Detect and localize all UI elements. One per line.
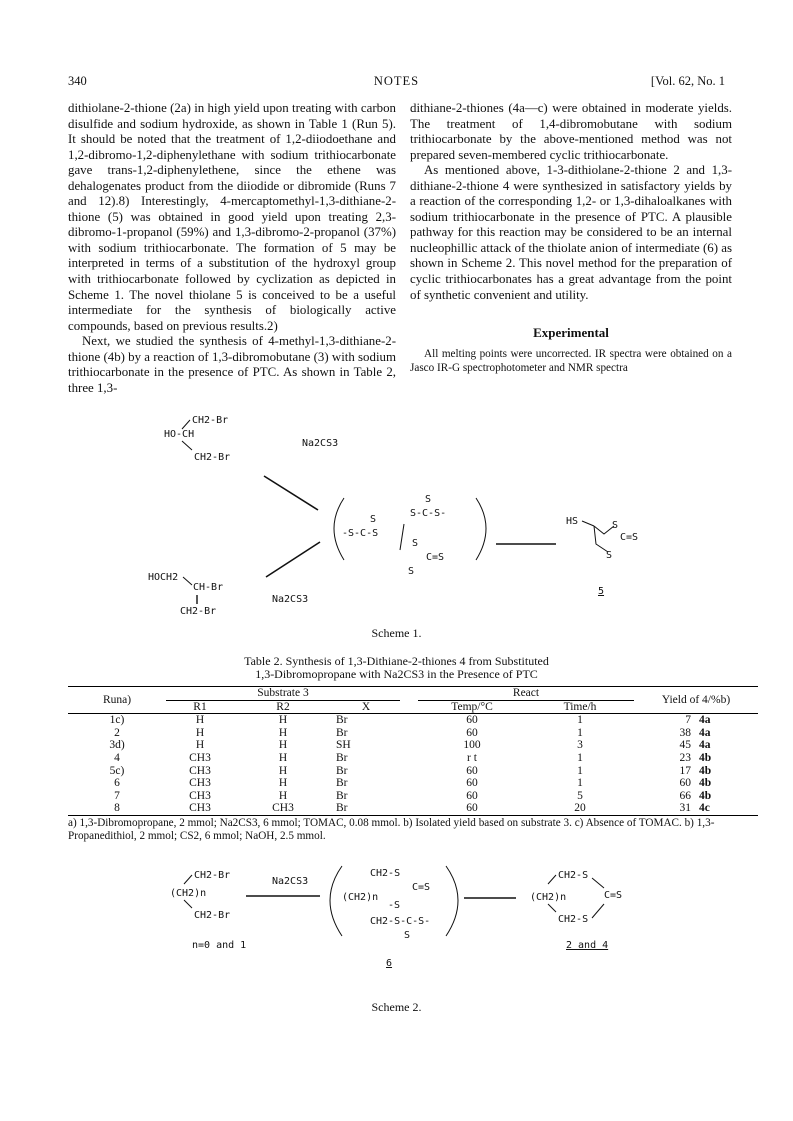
table-2-title (0, 655, 793, 681)
r2-cell: H (278, 777, 288, 790)
yield-cell: 45 (679, 739, 691, 752)
r2-cell: H (278, 751, 288, 764)
temp-cell: 60 (466, 789, 478, 802)
r1-cell: CH3 (189, 802, 211, 815)
x-cell: Br (336, 714, 348, 727)
scheme-1-diagram (0, 400, 793, 620)
r1-cell: CH3 (189, 764, 211, 777)
p5-label: S (606, 550, 613, 561)
col-time-header: Time/h (526, 700, 634, 714)
r1-cell: H (195, 714, 205, 727)
s1-label: CH2-Br (192, 415, 229, 426)
compound-cell: 4b (698, 751, 712, 764)
r2-cell: H (278, 714, 288, 727)
scheme-1-caption: Scheme 1. (371, 626, 422, 640)
run-cell: 6 (114, 777, 120, 790)
time-cell: 1 (577, 726, 583, 739)
experimental-text: All melting points were uncorrected. IR spectra were obtained on a Jasco IR-G spectrophotometer and NMR spectra (410, 347, 732, 374)
run-cell: 3d) (109, 739, 125, 752)
yield-cell: 23 (679, 751, 691, 764)
table-row (68, 752, 758, 765)
x-cell: SH (336, 739, 351, 752)
run-cell: 8 (114, 802, 120, 815)
time-cell: 3 (577, 739, 583, 752)
r2-cell: H (278, 726, 288, 739)
col-temp-header: Temp/°C (418, 700, 526, 714)
table-row (68, 790, 758, 803)
s2-sub-label: CH2-Br (194, 910, 231, 921)
compound-cell: 4b (698, 789, 712, 802)
int-label: S (408, 566, 415, 577)
table-2 (68, 686, 758, 816)
int6-label: S (404, 930, 411, 941)
table-2-title-line-1: Table 2. Synthesis of 1,3-Dithiane-2-thiones 4 from Substituted (244, 654, 549, 668)
r1-cell: H (195, 726, 205, 739)
prod-label: (CH2)n (530, 892, 567, 903)
table-row (68, 765, 758, 778)
col-x-header: X (332, 700, 400, 714)
yield-cell: 31 (679, 802, 691, 815)
prod-label: C=S (604, 890, 623, 901)
col-substrate-header: Substrate 3 (166, 687, 400, 701)
compound-cell: 4b (698, 764, 712, 777)
r2-cell: H (278, 789, 288, 802)
section-title: NOTES (373, 74, 420, 88)
col-run-header: Runa) (68, 687, 166, 714)
yield-cell: 66 (679, 789, 691, 802)
r1-cell: H (195, 739, 205, 752)
table-row (68, 714, 758, 727)
scheme-2-caption: Scheme 2. (371, 1000, 422, 1014)
int-label: S (425, 494, 432, 505)
r1-cell: CH3 (189, 751, 211, 764)
compound-cell: 4a (698, 714, 711, 727)
temp-cell: 60 (466, 726, 478, 739)
table-row (68, 727, 758, 740)
prod-label: CH2-S (558, 914, 589, 925)
run-cell: 1c) (109, 714, 125, 727)
right-paragraph-2: As mentioned above, 1-3-dithiolane-2-thione 2 and 1,3-dithiane-2-thione 4 were synthesized in satisfactory yields by a reaction of the corresponding 1,2- or 1,3-dihaloalkanes with sodium trithiocarbonate in the presence of PTC. A plausible pathway for this reaction may be considered to be an internal nucleophillic attack of the thiolate anion of intermediate (6) as shown in Scheme 2. This novel method for the preparation of cyclic trithiocarbonates has a great advantage from the point of synthetic convenient and utility. (410, 163, 732, 302)
p5-label: S (612, 520, 619, 531)
right-paragraph-1: dithiane-2-thiones (4a—c) were obtained in moderate yields. The treatment of 1,4-dibromobutane with sodium trithiocarbonate by the above-mentioned method was not prepared seven-membered cyclic trithiocarbonate. (410, 101, 732, 162)
r1-cell: CH3 (189, 789, 211, 802)
int6-label: C=S (412, 882, 431, 893)
product-note: 2 and 4 (566, 940, 609, 951)
product-number: 5 (598, 586, 605, 597)
s2-sub-label: (CH2)n (170, 888, 207, 899)
r2-cell: H (278, 764, 288, 777)
table-2-body (68, 714, 758, 816)
yield-cell: 38 (679, 726, 691, 739)
compound-cell: 4c (698, 802, 710, 815)
yield-cell: 60 (679, 777, 691, 790)
left-paragraph-2: Next, we studied the synthesis of 4-methyl-1,3-dithiane-2-thione (4b) by a reaction of 1,3-dibromobutane (3) with sodium trithiocarbonate in the presence of PTC. As shown in Table 2, three 1,3- (68, 334, 396, 395)
int-label: -S-C-S (342, 528, 379, 539)
table-row (68, 802, 758, 815)
table-2-footnote: a) 1,3-Dibromopropane, 2 mmol; Na2CS3, 6 mmol; TOMAC, 0.08 mmol. b) Isolated yield based on substrate 3. c) Absence of TOMAC. b) 1,3-Propanedithiol, 2 mmol; CS2, 6 mmol; NaOH, 2.5 mmol. (68, 817, 715, 842)
col-r2-header: R2 (234, 700, 332, 714)
left-column (68, 101, 396, 396)
temp-cell: 60 (466, 777, 478, 790)
compound-cell: 4b (698, 777, 712, 790)
temp-cell: 100 (463, 739, 481, 752)
x-cell: Br (336, 764, 348, 777)
experimental-heading: Experimental (533, 325, 609, 341)
col-react-header: React (418, 687, 634, 701)
s1-label: CH2-Br (194, 452, 231, 463)
int6-label: (CH2)n (342, 892, 379, 903)
p5-label: C=S (620, 532, 639, 543)
col-r1-header: R1 (166, 700, 234, 714)
compound-cell: 4a (698, 726, 711, 739)
x-cell: Br (336, 726, 348, 739)
table-2-title-line-2: 1,3-Dibromopropane with Na2CS3 in the Presence of PTC (255, 667, 538, 681)
x-cell: Br (336, 802, 348, 815)
time-cell: 1 (577, 751, 583, 764)
int6-label: -S (388, 900, 401, 911)
col-yield-header: Yield of 4/%b) (634, 687, 758, 714)
run-cell: 2 (114, 726, 120, 739)
reagent-label: Na2CS3 (302, 438, 339, 449)
reagent-label: Na2CS3 (272, 594, 309, 605)
prod-label: CH2-S (558, 870, 589, 881)
x-cell: Br (336, 777, 348, 790)
s2-sub-label: CH2-Br (194, 870, 231, 881)
x-cell: Br (336, 789, 348, 802)
table-row (68, 739, 758, 752)
r2-cell: CH3 (272, 802, 294, 815)
p5-label: HS (566, 516, 579, 527)
left-paragraph-1: dithiolane-2-thione (2a) in high yield upon treating with carbon disulfide and sodium hydroxide, as shown in Table 1 (Run 5). It should be noted that the treatment of 1,2-diiodoethane and 1,2-dibromo-1,2-diphenylethane with sodium trithiocarbonate gave trans-1,2-diphenylethene, since the ethene was dehalogenates product from the diiodide or dibromide (Runs 7 and 12).8) Interestingly, 4-mercaptomethyl-1,3-dithiane-2-thione (5) was obtained in good yield upon treating 2,3-dibromo-1-propanol (59%) and 1,3-dibromo-2-propanol (37%) with sodium trithiocarbonate. The formation of 5 may be interpreted in terms of a substitution of the hydroxyl group with trithiocarbonate followed by cyclization as depicted in Scheme 1. The novel thiolane 5 is conceived to be a useful intermediate for the synthesis of biologically active compounds, based on previous results.2) (68, 101, 396, 333)
reagent-label: Na2CS3 (272, 876, 309, 887)
s2-label: CH-Br (193, 582, 224, 593)
time-cell: 5 (577, 789, 583, 802)
int6-label: CH2-S (370, 868, 401, 879)
yield-cell: 7 (685, 714, 691, 727)
run-cell: 7 (114, 789, 120, 802)
volume-label: [Vol. 62, No. 1 (650, 74, 725, 88)
int-label: S-C-S- (410, 508, 447, 519)
time-cell: 1 (577, 714, 583, 727)
time-cell: 1 (577, 777, 583, 790)
s1-label: HO-CH (164, 429, 195, 440)
int-label: S (370, 514, 377, 525)
compound-cell: 4a (698, 739, 711, 752)
scheme-2-diagram (0, 862, 793, 1012)
temp-cell: r t (467, 751, 477, 764)
time-cell: 1 (577, 764, 583, 777)
intermediate-number: 6 (386, 958, 393, 969)
page-number: 340 (68, 74, 87, 88)
time-cell: 20 (574, 802, 586, 815)
yield-cell: 17 (679, 764, 691, 777)
r1-cell: CH3 (189, 777, 211, 790)
s2-label: CH2-Br (180, 606, 217, 617)
temp-cell: 60 (466, 714, 478, 727)
s2-label: HOCH2 (148, 572, 179, 583)
table-row (68, 777, 758, 790)
right-column (410, 101, 732, 375)
int-label: C=S (426, 552, 445, 563)
substrate-note: n=0 and 1 (192, 940, 247, 951)
x-cell: Br (336, 751, 348, 764)
temp-cell: 60 (466, 764, 478, 777)
run-cell: 5c) (109, 764, 125, 777)
r2-cell: H (278, 739, 288, 752)
int6-label: CH2-S-C-S- (370, 916, 431, 927)
temp-cell: 60 (466, 802, 478, 815)
run-cell: 4 (114, 751, 120, 764)
int-label: S (412, 538, 419, 549)
